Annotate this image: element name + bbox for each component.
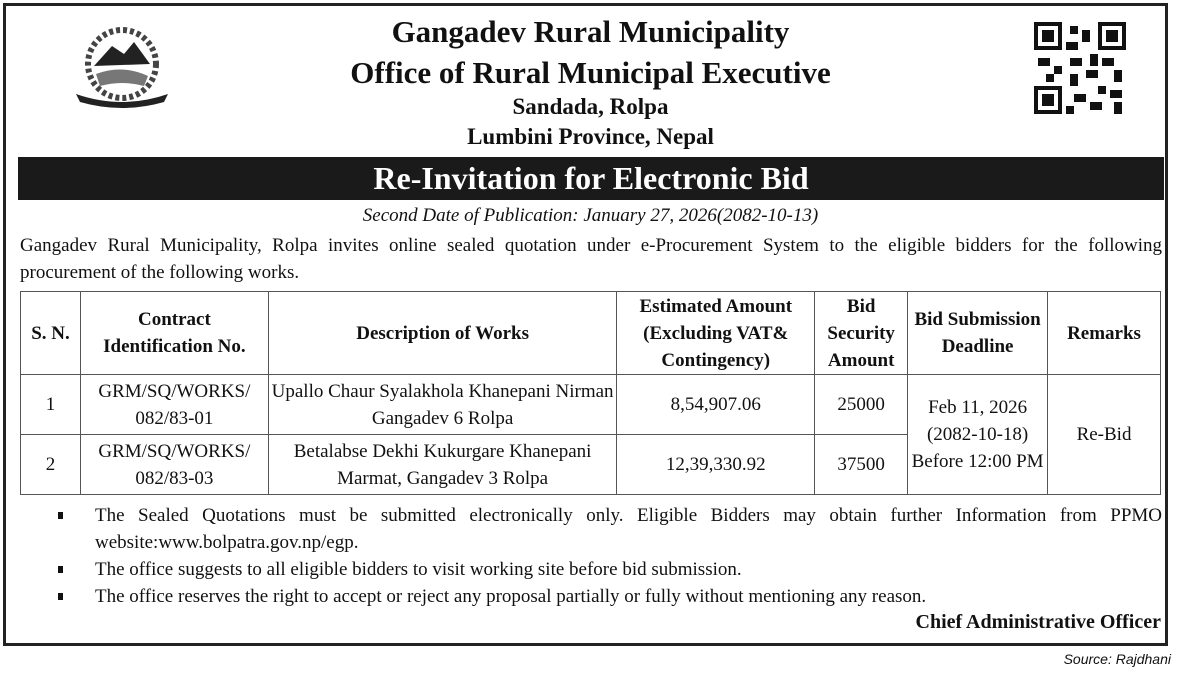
note-item: The office suggests to all eligible bidders to visit working site before bid submission. <box>58 556 1162 583</box>
col-header: Remarks <box>1048 292 1161 375</box>
address-line-2: Lumbini Province, Nepal <box>467 124 714 149</box>
col-header: S. N. <box>21 292 81 375</box>
description-cell: Upallo Chaur Syalakhola Khanepani Nirman Gangadev 6 Rolpa <box>268 375 617 435</box>
description-cell: Betalabse Dekhi Kukurgare Khanepani Marmat, Gangadev 3 Rolpa <box>268 435 617 495</box>
office-name: Office of Rural Municipal Executive <box>350 55 831 90</box>
bid-table <box>20 291 1161 495</box>
notice-title: Re-Invitation for Electronic Bid <box>18 157 1164 200</box>
notes-list <box>58 502 1162 610</box>
address-line-1: Sandada, Rolpa <box>512 94 669 119</box>
amount-cell: 8,54,907.06 <box>617 375 815 435</box>
col-header: Bid Submission Deadline <box>908 292 1048 375</box>
deadline-cell: Feb 11, 2026 (2082-10-18) Before 12:00 PM <box>908 375 1048 495</box>
col-header: Bid Security Amount <box>815 292 908 375</box>
security-cell: 37500 <box>815 435 908 495</box>
publication-date: Second Date of Publication: January 27, 2026(2082-10-13) <box>362 205 819 226</box>
sn-cell: 2 <box>21 435 81 495</box>
col-header: Contract Identification No. <box>80 292 268 375</box>
table-header-row <box>21 292 1161 375</box>
amount-cell: 12,39,330.92 <box>617 435 815 495</box>
note-item: The office reserves the right to accept or reject any proposal partially or fully without mentioning any reason. <box>58 583 1162 610</box>
contract-id-cell: GRM/SQ/WORKS/ 082/83-03 <box>80 435 268 495</box>
org-name: Gangadev Rural Municipality <box>391 14 790 49</box>
source-credit: Source: Rajdhani <box>1063 651 1171 667</box>
contract-id-cell: GRM/SQ/WORKS/ 082/83-01 <box>80 375 268 435</box>
sn-cell: 1 <box>21 375 81 435</box>
signatory: Chief Administrative Officer <box>915 611 1161 633</box>
security-cell: 25000 <box>815 375 908 435</box>
note-item: The Sealed Quotations must be submitted electronically only. Eligible Bidders may obtain further Information from PPMO website:www.bolpatra.gov.np/egp. <box>58 502 1162 556</box>
col-header: Description of Works <box>268 292 617 375</box>
remarks-cell: Re-Bid <box>1048 375 1161 495</box>
table-row <box>21 375 1161 435</box>
intro-text: Gangadev Rural Municipality, Rolpa invites online sealed quotation under e-Procurement System to the eligible bidders for the following procurement of the following works. <box>20 235 1162 283</box>
col-header: Estimated Amount (Excluding VAT& Contingency) <box>617 292 815 375</box>
